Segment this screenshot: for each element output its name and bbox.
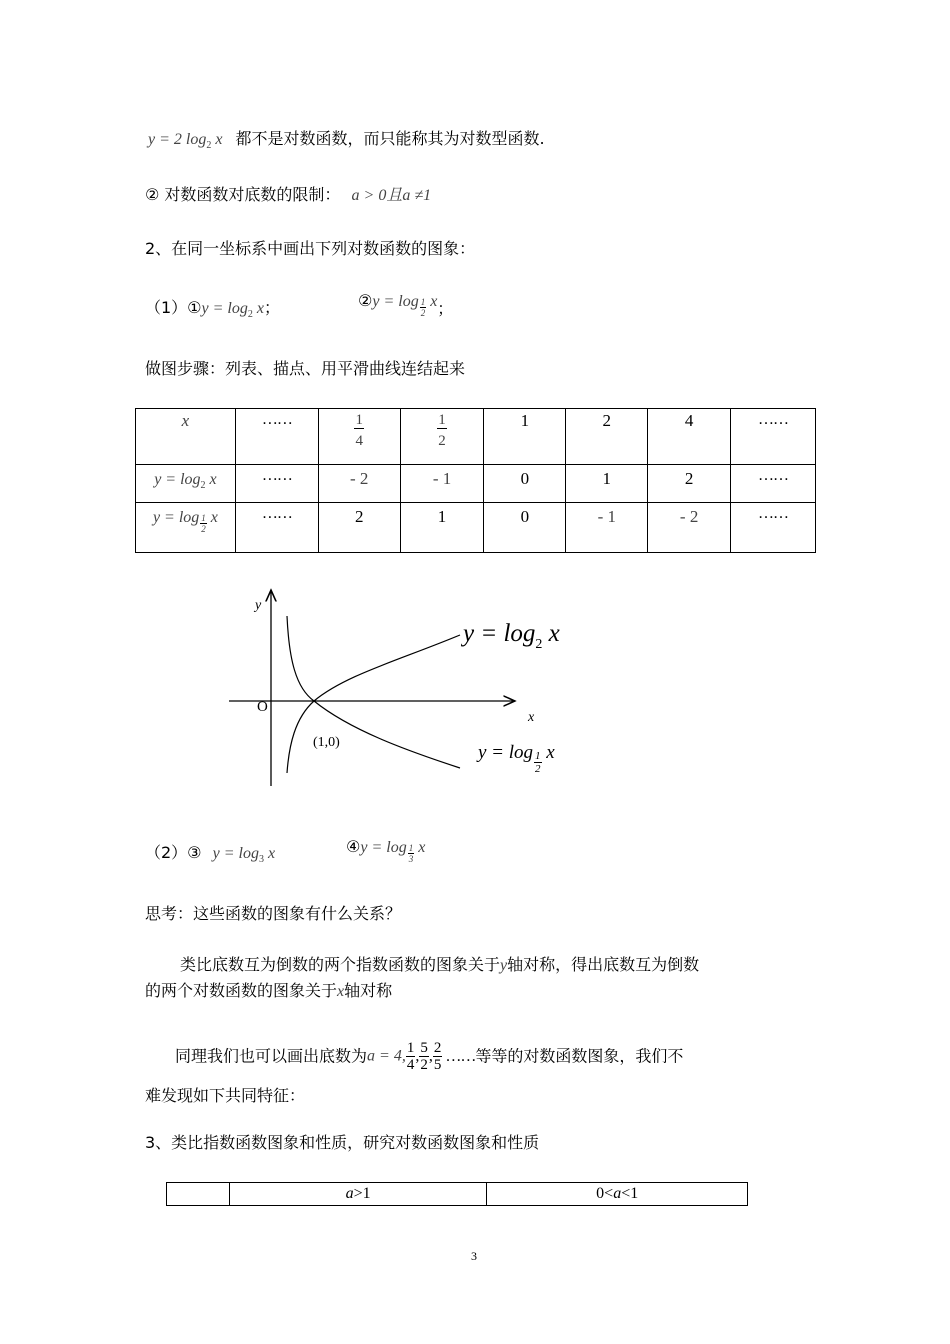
- formula: y = 2 $\log_2 x$: [148, 131, 223, 151]
- analogy-line-1: 类比底数互为倒数的两个指数函数的图象关于y轴对称，得出底数互为倒数: [180, 955, 700, 974]
- curve-log2: [287, 635, 460, 773]
- formula-log-third: y = log $\frac{1}{3}$ x: [360, 839, 426, 864]
- formula-log2: $y = \log_2 x$: [201, 300, 264, 320]
- y-axis-label: y: [255, 598, 262, 613]
- steps-text: 做图步骤：列表、描点、用平滑曲线连结起来: [145, 359, 466, 378]
- header-x: x: [136, 409, 236, 465]
- function-list-2b: [346, 836, 425, 864]
- formula-log-half: y = log $\frac{1}{2}$ x: [372, 293, 438, 318]
- header-a-lt-1: 0<a<1: [487, 1183, 748, 1206]
- row-label-log2: $y = \log_2 x$: [136, 465, 236, 503]
- separator: ；: [263, 298, 280, 317]
- item-label: （2）③: [145, 843, 202, 862]
- table-cell: - 2: [648, 503, 731, 553]
- item-label: ④: [346, 837, 361, 856]
- table-cell: 0: [484, 465, 566, 503]
- table-cell: - 1: [566, 503, 648, 553]
- item-label: ②: [358, 291, 373, 310]
- similar-line-1: 同理我们也可以画出底数为a = 4, $\frac{1}{4}$ , $\frac{5}{2}$ , $\frac{2}{5}$ ……等等的对数函数图象，我们不: [175, 1040, 684, 1073]
- separator: ；: [437, 299, 454, 318]
- table-row: [167, 1183, 748, 1206]
- paragraph-text: 都不是对数函数，而只能称其为对数型函数.: [235, 129, 545, 148]
- paragraph-text: ② 对数函数对底数的限制：: [145, 185, 341, 204]
- table-cell: 1: [566, 465, 648, 503]
- row-label-log-half: y = log $\frac{1}{2}$ x: [136, 503, 236, 553]
- formula-log3: $y = \log_3 x$: [212, 845, 276, 865]
- think-question: 思考：这些函数的图象有什么关系？: [145, 904, 402, 923]
- function-list-2: [145, 842, 275, 867]
- curve-label-log2: $y = \log_2 x$: [463, 620, 560, 652]
- table-cell: [167, 1183, 230, 1206]
- table-cell: - 2: [318, 465, 400, 503]
- point-label: (1,0): [313, 735, 340, 750]
- curve-label-log-half: y = log $\frac{1}{2}$ x: [478, 742, 555, 775]
- table-cell: 2: [648, 465, 731, 503]
- table-cell: ……: [731, 465, 816, 503]
- table-cell: 4: [648, 409, 731, 465]
- table-cell: $\frac{1}{2}$: [400, 409, 484, 465]
- page-number: 3: [471, 1249, 477, 1263]
- base-condition: a > 0且a ≠1: [351, 187, 432, 204]
- table-cell: $\frac{1}{4}$: [318, 409, 400, 465]
- table-cell: - 1: [400, 465, 484, 503]
- table-cell: 1: [484, 409, 566, 465]
- x-axis-label: x: [528, 710, 535, 725]
- table-cell: ……: [235, 503, 318, 553]
- similar-line-2: 难发现如下共同特征：: [145, 1086, 306, 1105]
- table-cell: 2: [318, 503, 400, 553]
- table-cell: ……: [731, 503, 816, 553]
- table-cell: 0: [484, 503, 566, 553]
- table-cell: ……: [235, 409, 318, 465]
- section-heading-2: 2、在同一坐标系中画出下列对数函数的图象：: [145, 239, 476, 258]
- table-cell: 1: [400, 503, 484, 553]
- analogy-line-2: 的两个对数函数的图象关于x轴对称: [145, 981, 393, 1000]
- table-cell: ……: [235, 465, 318, 503]
- section-heading-3: 3、类比指数函数图象和性质，研究对数函数图象和性质: [145, 1133, 540, 1152]
- header-a-gt-1: a>1: [229, 1183, 487, 1206]
- property-table: [166, 1182, 748, 1206]
- origin-label: O: [257, 699, 268, 715]
- table-cell: 2: [566, 409, 648, 465]
- table-cell: ……: [731, 409, 816, 465]
- item-label: （1）①: [145, 298, 202, 317]
